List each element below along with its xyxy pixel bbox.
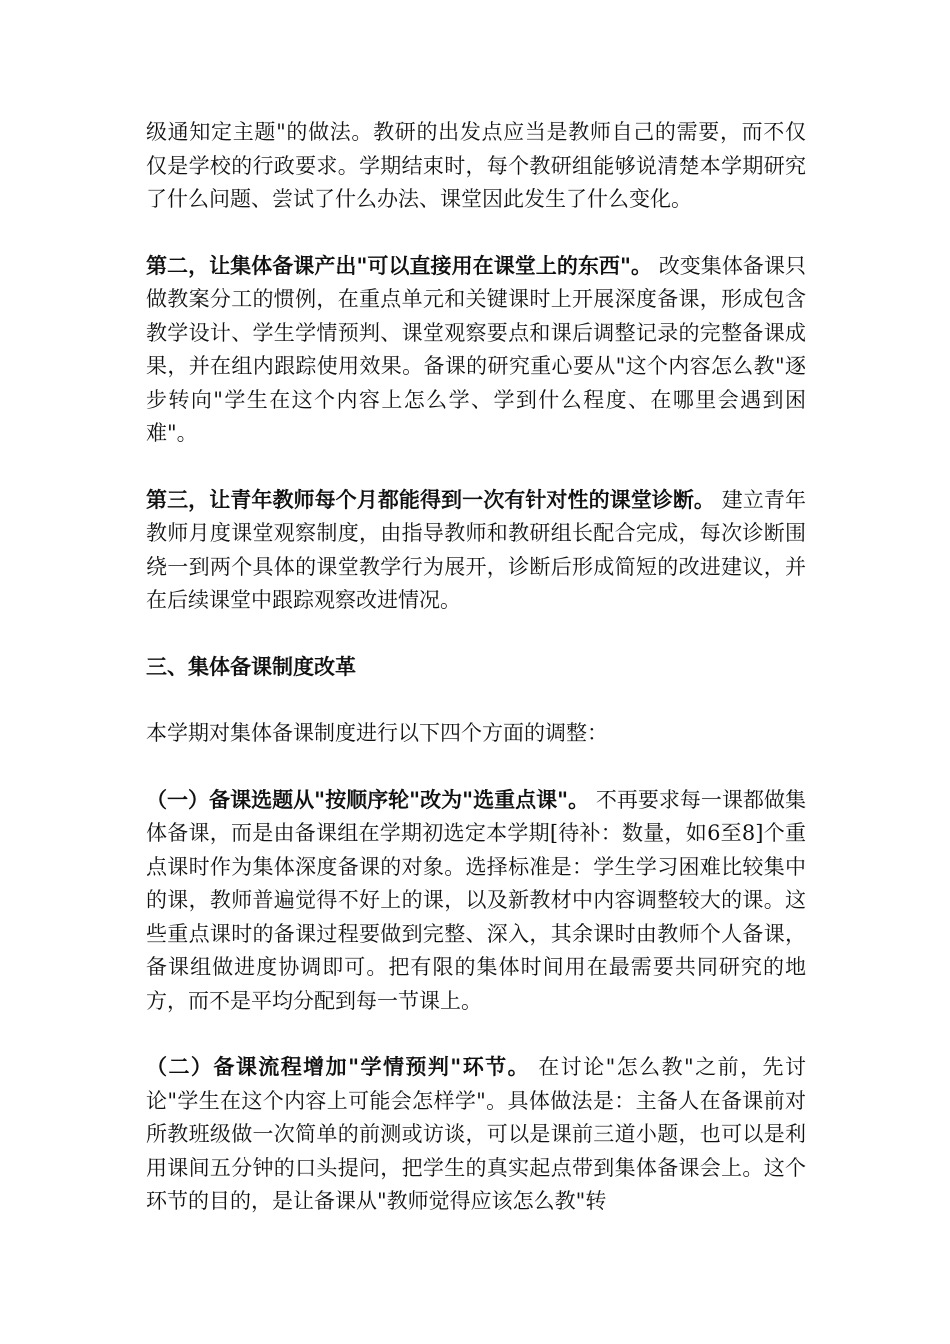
list-item-1 — [146, 784, 806, 1019]
paragraph-3-body: 建立青年教师月度课堂观察制度，由指导教师和教研组长配合完成，每次诊断围绕一到两个具体的课堂教学行为展开，诊断后形成简短的改进建议，并在后续课堂中跟踪观察改进情况。 — [146, 487, 806, 612]
document-page — [146, 116, 806, 1252]
list-item-1-lead: （一）备课选题从"按顺序轮"改为"选重点课"。 — [146, 787, 590, 812]
paragraph-2-body: 改变集体备课只做教案分工的惯例，在重点单元和关键课时上开展深度备课，形成包含教学设计、学生学情预判、课堂观察要点和课后调整记录的完整备课成果，并在组内跟踪使用效果。备课的研究重心要从"这个内容怎么教"逐步转向"学生在这个内容上怎么学、学到什么程度、在哪里会遇到困难"。 — [146, 253, 806, 445]
paragraph-2-lead: 第二，让集体备课产出"可以直接用在课堂上的东西"。 — [146, 253, 652, 278]
list-item-2-body: 在讨论"怎么教"之前，先讨论"学生在这个内容上可能会怎样学"。具体做法是：主备人在备课前对所教班级做一次简单的前测或访谈，可以是课前三道小题，也可以是利用课间五分钟的口头提问，把学生的真实起点带到集体备课会上。这个环节的目的，是让备课从"教师觉得应该怎么教"转 — [146, 1055, 806, 1213]
paragraph-3-lead: 第三，让青年教师每个月都能得到一次有针对性的课堂诊断。 — [146, 487, 716, 512]
paragraph-2 — [146, 250, 806, 451]
paragraph-3 — [146, 484, 806, 618]
section-heading-3: 三、集体备课制度改革 — [146, 654, 356, 679]
list-item-1-body: 不再要求每一课都做集体备课，而是由备课组在学期初选定本学期[待补：数量，如6至8]个重点课时作为集体深度备课的对象。选择标准是：学生学习困难比较集中的课，教师普遍觉得不好上的课，以及新教材中内容调整较大的课。这些重点课时的备课过程要做到完整、深入，其余课时由教师个人备课，备课组做进度协调即可。把有限的集体时间用在最需要共同研究的地方，而不是平均分配到每一节课上。 — [146, 787, 806, 1013]
list-item-2 — [146, 1051, 806, 1219]
paragraph-1: 级通知定主题"的做法。教研的出发点应当是教师自己的需要，而不仅仅是学校的行政要求。学期结束时，每个教研组能够说清楚本学期研究了什么问题、尝试了什么办法、课堂因此发生了什么变化。 — [146, 120, 806, 211]
section-intro: 本学期对集体备课制度进行以下四个方面的调整： — [146, 721, 608, 745]
list-item-2-lead: （二）备课流程增加"学情预判"环节。 — [146, 1055, 531, 1079]
